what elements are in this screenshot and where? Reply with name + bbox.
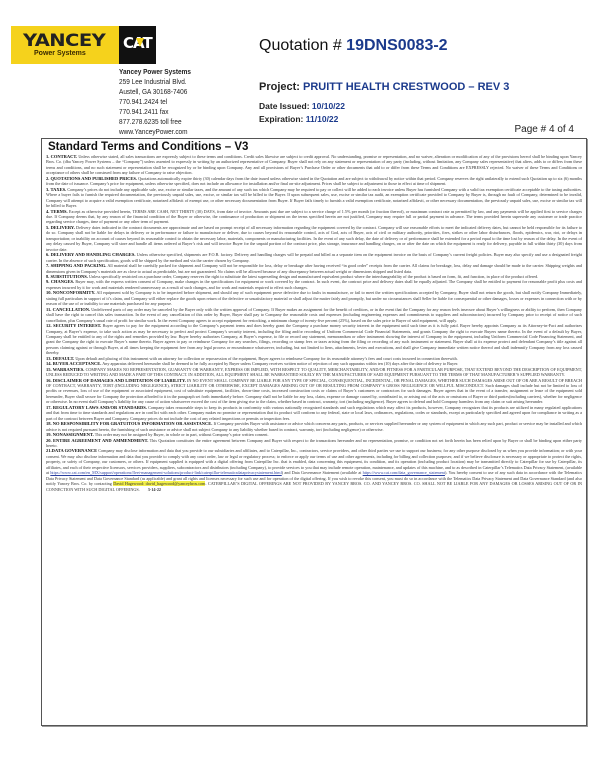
clause-text: Company takes reasonable steps to keep its products in conformity with various nationally recognized standards and such regulations which may affect its products, however, Company recognizes that its products are utilized in many regulated applications and that from time to time standards and regulations are in conflict with each other. Company makes no promise or representation that its product will conform to any federal, state or local laws, ordinances, regulations, codes or standards, except as particularly specified and agreed upon for compliance in writing as a part of the contract between Buyer and Company. Company prices do not include the cost of any related inspections or permits or inspection fees. (46, 404, 582, 421)
expiration-label: Expiration: (259, 114, 306, 124)
clause (46, 187, 582, 209)
clause (46, 438, 582, 449)
data-governance-link[interactable]: https://www.cat.com/data_governance_statement (362, 470, 445, 476)
company-website[interactable]: www.YanceyPower.com (119, 127, 188, 136)
quotation-label: Quotation # (259, 37, 347, 54)
clause-data-governance (46, 448, 582, 492)
clause-text: Company may disclose information and data that you provide to our subsidiaries and affiliates, and to Caterpillar, Inc., contractors, service providers, and other third parties we use to support our business; for any other purpose disclosed by us when you provide information; or with your consent. We may also disclose information and data that you provide to comply with any court order, law or legal or regulatory process; to enforce or apply our terms of use and other agreements, including for billing and collection purposes; and if we believe disclosure is necessary or appropriate to protect the rights, property, or safety of Company, our customers, or others. If equipment supplied is equipped with a digital offering from Caterpillar Inc. that is enabled, data concerning this equipment, its condition, and its operation (including product location) may be transmitted directly to Caterpillar for use by Caterpillar, its affiliates, and each of their respective licensors, services providers, suppliers, subcontractors and distributors (including Company), to provide services to you that may include remote operation, maintenance, and updates of this machine, and to as described in Caterpillar’s Telematics Data Privacy Statement, (available at (46, 448, 582, 476)
clause-heading: 17. REGULATORY LAWS AND/OR STANDARDS. (46, 404, 147, 410)
clause-text: Quotations automatically expire thirty (30) calendar days from the date issued unless otherwise stated in the Quotation and are subject to withdrawal by notice within that period. Company reserves the right unilaterally to extend such Quotation up to six (6) months from the date of issuance. Company’s price for equipment, unless otherwise specified, does not include an allowance for installation and/or final on-site adjustment. Prices shall be subject to adjustment to those in effect at time of shipment. (46, 175, 582, 187)
clause (46, 323, 582, 356)
clause-text: Buyer may, with the express written consent of Company, make changes in the specifications for equipment or work covered by the contract. In such event, the contract price and delivery dates shall be equally adjusted. The Company shall be entitled to payment for reasonable profit plus costs and expenses incurred by it for work and materials rendered unnecessary as a result of such changes, and for work and materials required to effect such changes. (46, 279, 582, 290)
highlighted-contact: David Hagewood: david_hagewood@yanceybros.com (113, 481, 206, 487)
terms-box (41, 138, 587, 726)
quotation-number: 19DNS0083-2 (346, 37, 448, 54)
clause-heading: 10. NONCONFORMITY. (46, 290, 96, 296)
company-tel: 770.941.2424 tel (119, 97, 168, 106)
yancey-logo (11, 26, 119, 64)
clause-heading: 11. CANCELLATION. (46, 306, 91, 312)
clause-heading: 2. QUOTATIONS AND PUBLISHED PRICES. (46, 175, 137, 181)
date-issued-value: 10/10/22 (311, 101, 345, 111)
clause (46, 225, 582, 252)
clause-text: IN NO EVENT SHALL COMPANY BE LIABLE FOR ANY TYPE OF SPECIAL, CONSEQUENTIAL, INCEDENTAL, OR PENAL DAMAGES, WHETHER SUCH DAMAGES ARISE OUT OF OR ARE A RESULT OF BREACH OF CONTRACT, WARRANTY, TORT (INCLUDING NEGLIGENCE), STRICT LIABILITY OR OTHERWISE, EXCEPT DAMAGES ARISING OUT OF OR RESULTING FROM COMPANY’S GROSS NEGLIGENCE OR WILLFUL MISCONDUCT. Such damages shall include but not be limited to loss of profits or revenues, loss of use of the equipment or associated equipment, cost of substitute equipment, facilities, down-time costs, increased construction costs or claims of Buyer’s customers or contractors for such damages. Buyer agrees that in the event of a transfer, assignment or lease of the equipment sold hereunder, Buyer shall secure for Company the protection afforded to it in the paragraph set forth immediately before. Company shall not be liable for any loss, claim, expense or damage caused by, contributed to, or arising out of the acts or omissions of Buyer or third parties(including carriers), whether for negligence or otherwise. In no event shall Company’s liability for any cause of action whatsoever exceed the cost of the item giving rise to the claim, whether based in contract, warranty, tort (including negligence). Buyer agrees to defend and hold Company harmless from any claim or suit arising hereunder. (46, 377, 582, 405)
cat-logo (119, 26, 156, 64)
company-street: 259 Lee Industrial Blvd. (119, 77, 187, 86)
clause-text: All material shall be carefully packed for shipment and Company will not be responsible for loss, delay or breakage after having received “in good order” receipts from the carrier. All claims for breakage, loss, delay and damage should be made to the carrier. Shipping weights and dimensions given in Company’s materials are as close to actual as predictable, but are not guaranteed. No claims will be allowed because of any discrepancy between actual weight or dimensions shipped and listed data. (46, 263, 582, 274)
expiration-value: 11/10/22 (305, 114, 339, 124)
clause (46, 279, 582, 290)
cat-triangle-icon (136, 38, 144, 47)
clause (46, 154, 582, 176)
clause-heading: 4. TERMS. (46, 208, 68, 214)
clause-heading: 14. BUYER ACCEPTANCE. (46, 361, 102, 367)
clause-heading: 13. DEFAULT. (46, 355, 75, 361)
clause-heading: 12. SECURITY INTEREST. (46, 323, 102, 329)
clause-text: Any apparatus delivered hereunder shall be deemed to be fully accepted by Buyer unless Company receives written notice of rejection of any such apparatus within ten (10) days after the date of delivery to Buyer. (101, 361, 459, 367)
clause (46, 209, 582, 225)
clause (46, 307, 582, 323)
clause-text: Unless specifically restricted on a purchase order, Company reserves the right to substitute the latest superseding design and manufactured equivalent product where the interchangeability of the product is based on form, fit, and function, in place of the product offered. (87, 273, 539, 279)
quotation-title (259, 37, 448, 55)
clause-text: This order may not be assigned by Buyer, in whole or in part, without Company’s prior written consent. (93, 432, 269, 438)
clause-text: Delivery dates indicated in the contract documents are approximate and are based on prompt receipt of all necessary information regarding the equipment covered by the contract. Company will use reasonable efforts to meet the indicated delivery dates, but cannot be held responsible for its failure to do so. Company shall not be liable for delays in delivery or in performance or failure to manufacture or deliver, due to causes beyond its reasonable control, acts of God, acts of Buyer, acts of civil or military authority, priorities, fires, strikes or other labor disturbances, floods, epidemics, war, riot, or delays in transportation; or inability on account of causes beyond its reasonable control to obtain the necessary labor, materials, components or manufacturing facilities. In the event of any such delay, the date of delivery or of performance shall be extended for a period equal to the time lost by reason of the delay. In the event of any delay caused by Buyer, Company will store and handle all items ordered at Buyer’s risk and will invoice Buyer for the unpaid portion of the contract price, plus storage, insurance and handling charges, on or after the date on which the equipment is ready for delivery, payable in full within thirty (30) days from invoice date. (46, 224, 582, 252)
clause (46, 290, 582, 306)
telematics-privacy-link[interactable]: https://www.cat.com/en_MX/support/operations/fleet-management-solutions/product-link/caterpillar-telematicsdataprivacystatement.html (50, 470, 282, 476)
clause (46, 421, 582, 432)
cat-wordmark: CAT (123, 34, 152, 52)
clause-text: This Quotation constitutes the entire agreement between Company and Buyer with respect to the transactions hereunder and no representation, promise, or condition not set forth herein has been relied upon by Buyer or shall be binding upon either party hereto. (46, 437, 582, 449)
clause-heading: 1. CONTRACT. (46, 154, 78, 159)
logo-tagline: Power Systems (34, 50, 86, 57)
clause-text: ). You hereby consent to use of any such data in accordance with the Telematics Data Privacy Statement and Data Governance Standard (as applicable) and grant all rights and licenses necessary for such use and for operation of the digital offering. If you wish to revoke this consent, you must do so in accordance with the Telematics Data Privacy Statement and Data Governance Standard (and also notify Yancey Bros. Co. by contacting (46, 470, 582, 487)
clause-heading: 7. SHIPPING AND PACKING. (46, 263, 107, 269)
clause-text: If Company provides Buyer with assistance or advice which concerns any parts, products, or services supplied hereunder or any system of equipment in which any such part, product or service may be installed and which advice is not required pursuant hereto, the furnishing of such assistance or advice shall not subject Company to any liability whether based in contract, warranty, tort (including negligence) or otherwise. (46, 421, 583, 432)
terms-title: Standard Terms and Conditions – V3 (48, 141, 249, 153)
clause-text: COMPANY MAKES NO REPRESENTATION, GUARANTY OR WARRANTY, EXPRESS OR IMPLIED, WITH RESPECT TO QUALITY, MERCHANTABILITY, AND/OR FITNESS FOR A PARTICULAR PURPOSE, THAT EXTEND BEYOND THE DESCRIPTION OF EQUIPMENT, UNLESS REDUCED TO WRITING AND MADE A PART OF THIS CONTRACT. IN ADDITION, ALL EQUIPMENT SHALL BE WARRANTIED SOLELY BY THE MANUFACTURER OF SAID EQUIPMENT PURSUANT TO THE TERMS OF THAT MANUFACTURER’S SUPPLIED WARRANTY. (46, 366, 582, 378)
project-line (259, 81, 509, 93)
company-tollfree: 877.278.6235 toll free (119, 117, 182, 126)
clause-text: . CATERPILLAR’S DIGITAL OFFERINGS ARE NOT PROVIDED BY YANCEY BROS. CO. AND YANCEY BROS. CO. SHALL NOT BE LIABLE FOR ANY DAMAGES OR LOSSES ARISING OUT OF OR IN CONNECTION WITH SUCH DIGITAL OFFERINGS. (46, 481, 583, 492)
logo-wordmark: YANCEY (23, 31, 106, 51)
clause-heading: 15. WARRANTIES. (46, 366, 85, 372)
clause-heading: 3. TAXES. (46, 186, 67, 192)
clause-text: ) and Data Governance Statement (available at (281, 470, 363, 476)
page-number: Page # 4 of 4 (514, 124, 574, 135)
revision-date: 3-14-22 (147, 486, 162, 492)
clause (46, 378, 582, 405)
clause (46, 263, 582, 274)
clause-text: Unless otherwise stated, all sales transactions are expressly subject to these terms and conditions. Credit sales likewise are subject to credit approval. No understanding, promise or representation, and no waiver, alteration or modification of any of the provisions hereof shall be binding upon Yancey Bros. Co. (dba Yancey Power Systems – the “Company”) unless assented to expressly in writing by an authorized representative of Company. Buyer shall not rely on any statement or representation of any party (including, without limitation, any Company sales representative) that alters, adds to or differs from these terms and conditions, and no such statement or representation shall be recognized by or be binding upon Company. Any and all provisions of Buyer’s Purchase Order or other documents that add to or differ from these Terms and Conditions are EXPRESSLY rejected. No waiver of these Terms and Conditions or acceptance of others shall be construed from any failure of Company to raise objection. (46, 154, 583, 176)
clause-text: Undelivered parts of any order may be canceled by the Buyer only with the written approval of Company. If Buyer makes an assignment for the benefit of creditors, or in the event that the Company for any reason feels insecure about Buyer’s willingness or ability to perform, then Company shall have the right to cancel this sales transaction. In the event of any cancellation of this order by Buyer, Buyer shall pay to Company the reasonable costs and expenses (including engineering expenses and commitments to suppliers and subcontractors) incurred by Company prior to receipt of notice of such cancellation, plus Company’s usual rate of profit for similar work. In the event Company agrees to accept equipment for restocking, a minimum charge of twenty-five percent (25%), based on the sales price to Buyer of said equipment, will apply. (46, 306, 582, 323)
clause-text: Buyer agrees to pay for the equipment according to the Company’s payment terms and does hereby grant the Company a purchase money security interest in the equipment until such time as it is fully paid. Buyer hereby appoints Company as its Attorney-in-Fact and authorizes Company, at Buyer’s expense, to take such action as may be necessary to perfect and protect Company’s security interest, including the filing and/or recording of Uniform Commercial Code Financial Statements, and grants Company the right to execute Buyers name thereto. In the event of a default by Buyer, Company shall be entitled to any of the rights and remedies provided by law. Buyer hereby authorizes Company, at Buyer’s expense, to file or record any statement, memorandum or other instrument showing the interest of Company in the equipment, including Uniform Commercial Code Financing Statement, and grant the Company the right to execute Buyer’s name thereto. Buyer agrees to pay or reimburse Company for any searches, filings, recording or stamp fees or taxes arising from the filing or recording of any such instrument or statement. Buyer shall at its expense protect and defendant Company’s title against all persons claiming against or through Buyer, at all times keeping the equipment free from any legal process or encumbrance whatsoever, including, but not limited to liens, attachments, levies and executions, and shall give Company immediate written notice thereof and shall indemnify Company from any loss caused thereby. (46, 323, 583, 356)
expiration-line (259, 114, 338, 124)
project-label: Project: (259, 81, 304, 93)
clause-heading: 18. NO RESPONSIBILITY FOR GRATUITOUS INFORMATION OR ASSISTANCE. (46, 421, 213, 427)
clause-text: Company’s prices do not include any applicable sale, use, excise or similar taxes, and the amount of any such tax which Company may be required to pay or collect will be added to each invoice unless Buyer has furnished Company with a valid tax exemption certificate acceptable to the taxing authorities. Where a buyer fails to furnish the required documentation, the previously unpaid sales, use, excise, or similar tax will be billed to the Buyer. If upon subsequent sales, use, excise or similar tax audit, an exemption certificate provided to Company by Buyer is, through no fault of Company, determined to be invalid, Company will attempt to acquire a valid exemption certificate, notarized affidavit of exempt use, or other necessary documentation from Buyer. If Buyer fails timely to furnish a valid exemption certificate, notarized affidavit, or other necessary documentation, the previously unpaid sales, use, excise or similar tax will be billed to Buyer. (46, 186, 582, 209)
company-city: Austell, GA 30168-7406 (119, 87, 188, 96)
clause (46, 252, 582, 263)
clause-text: Unless otherwise specified, shipments are F.O.B. factory. Delivery and handling charges will be prepaid and billed as a separate item on the equipment invoice on the basis of Company’s current freight policies. Buyer may also specify and use a designated freight carrier. In the absence of such specification, goods will be shipped by the method and via the carrier chosen by Company. (46, 252, 582, 263)
clause-heading: 6. DELIVERY AND HANDLING CHARGES. (46, 252, 136, 258)
clause (46, 405, 582, 421)
company-address-block (119, 67, 191, 137)
clause-heading: 20. ENTIRE AGREEMENT AND AMMENDMENT. (46, 437, 149, 443)
company-fax: 770.941.2411 fax (119, 107, 169, 116)
clause-heading: 19. NONASSIGNMENT. (46, 432, 94, 438)
clause-text: Except as otherwise provided herein, TERMS ARE CASH, NET THIRTY (30) DAYS, from date of invoice. Amounts past due are subject to a service charge of 1.5% per month (or fraction thereof), or maximum contract rate as permitted by law, and any payments will be applied first to service charges due. If Company deems that, by any reason of the financial condition of the Buyer or otherwise, the continuance of production or shipment on the terms specified herein are not justified, Company may require full or partial payment in advance. The terms provided herein supersede any customer or trade practice regarding service charges, time of payment or any other term of payment. (46, 208, 583, 225)
date-issued-label: Date Issued: (259, 101, 312, 111)
clause-heading: 21.DATA GOVERNANCE (46, 448, 98, 454)
clause (46, 176, 582, 187)
terms-body (46, 154, 582, 492)
clause-text: All equipment sold by Company is to be inspected before shipment, and should any of such equipment prove defective due to faults in manufacture, or fail to meet the written specifications accepted by Company, Buyer shall not return the goods, but shall notify Company Immediately, stating full particulars in support of it’s claim, and Company will either replace the goods upon return of the defective or unsatisfactory material or shall adjust the matter fairly and promptly, but under no circumstances shall Seller be liable for consequential or other damages, losses or expenses in connection with or by reason of the use of or inability to use materials purchased for any purpose. (46, 290, 582, 307)
clause-heading: 8. SUBSTITUTIONS. (46, 273, 88, 279)
clause-text: Upon default and placing of this instrument with an attorney for collection or repossession of the equipment, Buyer agrees to reimburse Company for its reasonable attorney’s fees and court costs incurred in connection therewith. (74, 355, 458, 361)
clause-heading: 16. DISCLAIMER OF DAMAGES AND LIMITATION OF LIABILITY. (46, 377, 186, 383)
project-value: PRUITT HEALTH CRESTWOOD – REV 3 (303, 81, 510, 93)
clause (46, 367, 582, 378)
clause-heading: 9. CHANGES. (46, 279, 75, 285)
date-issued-line (259, 101, 345, 111)
clause-heading: 5. DELIVERY. (46, 224, 75, 230)
company-name: Yancey Power Systems (119, 67, 191, 76)
